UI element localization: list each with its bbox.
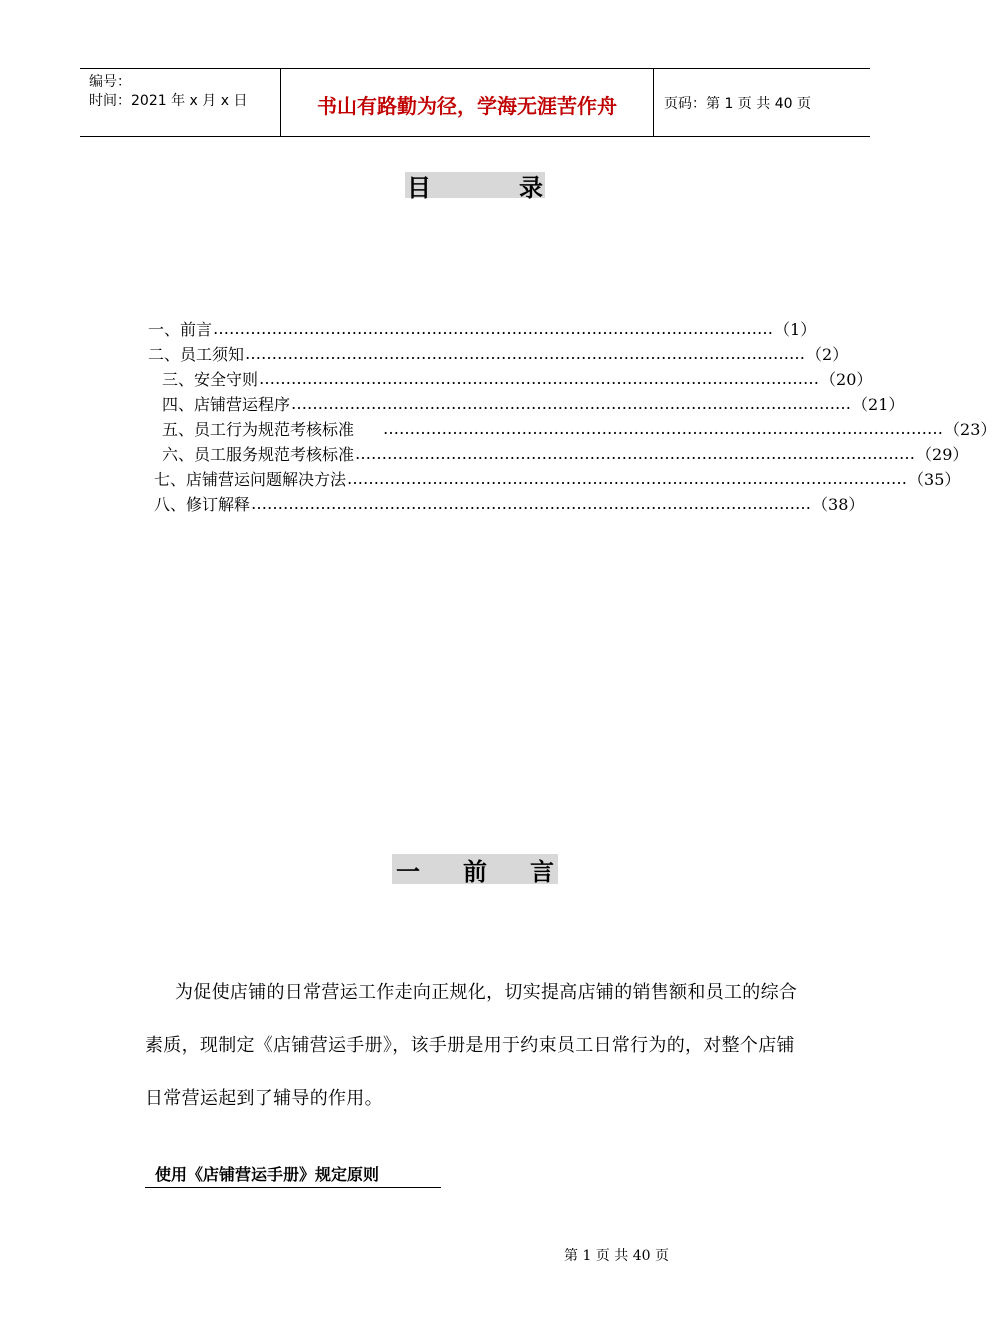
header-motto: 书山有路勤为径，学海无涯苦作舟 [281,69,654,136]
toc-title-left: 目 [407,173,431,202]
section-title-part-b: 言 [530,857,554,886]
section-title-part-a: 前 [463,857,487,886]
time-text: 时间：2021 年 x 月 x 日 [89,93,248,109]
toc-leader-dots: …………………………………………………………………………………………… [213,318,774,338]
toc-item-page: （38） [812,494,865,514]
toc-item[interactable] [154,491,865,515]
section-title [392,854,558,884]
toc-item[interactable] [154,466,961,490]
toc-item-label: 一、前言 [148,319,213,339]
toc-item-page: （2） [806,344,849,364]
toc-leader-dots: …………………………………………………………………………………………… [291,393,852,413]
toc-item-label: 六、员工服务规范考核标准 [162,444,355,464]
toc-item-page: （29） [916,444,969,464]
code-label: 编号： [89,74,131,90]
toc-item[interactable] [148,316,817,340]
toc-item-label: 五、员工行为规范考核标准 [162,419,355,439]
toc-leader-dots: …………………………………………………………………………………………… [251,493,812,513]
toc-leader-dots: …………………………………………………………………………………………… [245,343,806,363]
toc-item[interactable] [162,416,996,440]
toc-item-page: （20） [820,369,873,389]
toc-item-label: 四、店铺营运程序 [162,394,291,414]
header-meta [80,69,281,136]
toc-item-page: （1） [774,319,817,339]
toc-item[interactable] [162,391,905,415]
section-title-number: 一 [396,857,420,886]
toc-item[interactable] [148,341,849,365]
toc-title-right: 录 [519,173,543,202]
toc-item[interactable] [162,441,969,465]
footer-page-number: 第 1 页 共 40 页 [564,1248,669,1264]
toc-leader-dots: …………………………………………………………………………………………… [355,443,916,463]
intro-paragraph: 为促使店铺的日常营运工作走向正规化，切实提高店铺的销售额和员工的综合素质，现制定《店铺营运手册》，该手册是用于约束员工日常行为的，对整个店铺日常营运起到了辅导的作用。 [145,982,798,1109]
toc-item-label: 二、员工须知 [148,344,245,364]
toc-leader-dots: …………………………………………………………………………………………… [383,418,944,438]
toc-leader-dots: …………………………………………………………………………………………… [347,468,908,488]
toc-title [405,172,545,202]
header-page-number: 页码：第 1 页 共 40 页 [664,95,811,112]
toc-item-label: 七、店铺营运问题解决方法 [154,469,347,489]
subheading: 使用《店铺营运手册》规定原则 [145,1162,441,1188]
toc-item-page: （35） [908,469,961,489]
toc-item-page: （23） [944,419,996,439]
document-header [80,68,870,137]
toc-item-page: （21） [852,394,905,414]
toc-item-label: 八、修订解释 [154,494,251,514]
toc-leader-dots: …………………………………………………………………………………………… [259,368,820,388]
toc-item[interactable] [162,366,873,390]
toc-item-label: 三、安全守则 [162,369,259,389]
